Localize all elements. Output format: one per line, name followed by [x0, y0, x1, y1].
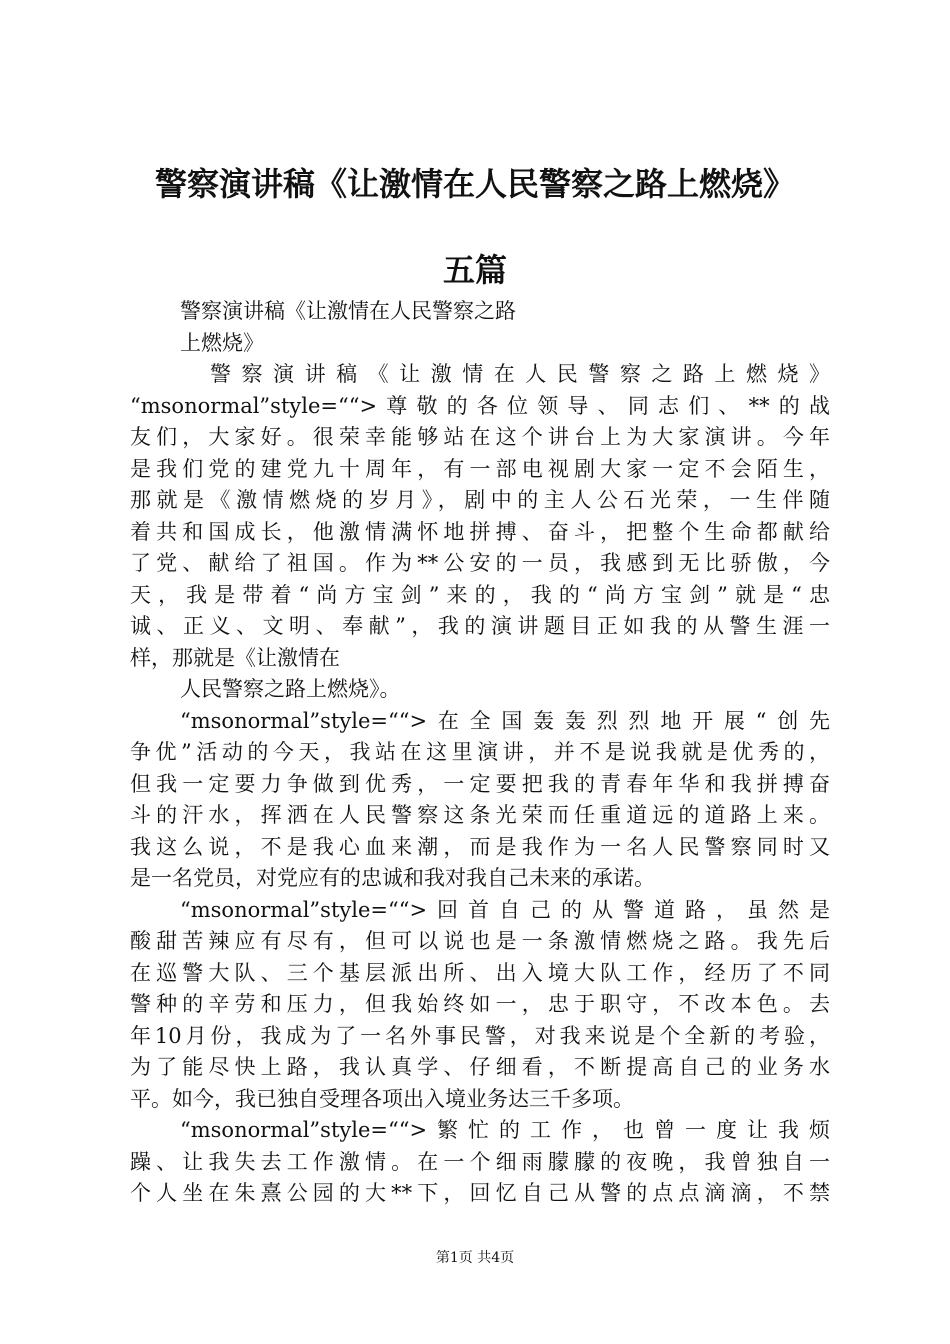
document-title-line-2: 五篇 [442, 251, 507, 289]
body-line: 友们，大家好。很荣幸能够站在这个讲台上为大家演讲。今年 [130, 425, 830, 449]
body-line: 天，我是带着“尚方宝剑”来的，我的“尚方宝剑”就是“忠 [130, 582, 830, 607]
body-line: 平。如今，我已独自受理各项出入境业务达三千多项。 [130, 1086, 634, 1111]
body-line: 上燃烧》 [180, 330, 264, 355]
body-line: 躁、让我失去工作激情。在一个细雨朦朦的夜晚，我曾独自一 [130, 1149, 830, 1174]
body-line: 样，那就是《让激情在 [130, 645, 340, 670]
body-line: 人民警察之路上燃烧》。 [180, 677, 401, 701]
body-line: 那就是《激情燃烧的岁月》，剧中的主人公石光荣，一生伴随 [130, 488, 830, 512]
page-number-footer: 第1页 共4页 [435, 1250, 515, 1266]
body-line: “msonormal”style=““>尊敬的各位领导、同志们、**的战 [130, 393, 830, 418]
body-line: 个人坐在朱熹公园的大**下，回忆自己从警的点点滴滴，不禁 [130, 1181, 830, 1205]
body-line: 了党、献给了祖国。作为**公安的一员，我感到无比骄傲，今 [130, 551, 830, 575]
body-line: 我这么说，不是我心血来潮，而是我作为一名人民警察同时又 [130, 834, 830, 859]
body-line: 酸甜苦辣应有尽有，但可以说也是一条激情燃烧之路。我先后 [130, 929, 830, 953]
body-line: 在巡警大队、三个基层派出所、出入境大队工作，经历了不同 [130, 960, 830, 985]
body-line: 年10月份，我成为了一名外事民警，对我来说是个全新的考验， [130, 1023, 830, 1048]
body-line: 斗的汗水，挥洒在人民警察这条光荣而任重道远的道路上来。 [130, 803, 830, 827]
body-line: 是我们党的建党九十周年，有一部电视剧大家一定不会陌生， [130, 456, 830, 481]
body-line: 是一名党员，对党应有的忠诚和我对我自己未来的承诺。 [130, 866, 655, 890]
body-line: “msonormal”style=““>在全国轰轰烈烈地开展“创先 [180, 708, 830, 733]
body-line: 诚、正义、文明、奉献”，我的演讲题目正如我的从警生涯一 [130, 614, 830, 638]
body-line: “msonormal”style=““>回首自己的从警道路，虽然是 [180, 897, 830, 922]
body-line: “msonormal”style=““>繁忙的工作，也曾一度让我烦 [180, 1118, 830, 1142]
body-line: 警种的辛劳和压力，但我始终如一，忠于职守，不改本色。去 [130, 992, 830, 1016]
body-line: 为了能尽快上路，我认真学、仔细看，不断提高自己的业务水 [130, 1055, 830, 1079]
document-body [130, 296, 830, 1210]
document-title-line-1: 警察演讲稿《让激情在人民警察之路上燃烧》 [154, 165, 795, 203]
body-line: 着共和国成长，他激情满怀地拼搏、奋斗，把整个生命都献给 [130, 519, 830, 544]
body-line: 警察演讲稿《让激情在人民警察之路上燃烧》 [210, 362, 830, 386]
body-line: 警察演讲稿《让激情在人民警察之路 [180, 299, 516, 323]
body-line: 争优”活动的今天，我站在这里演讲，并不是说我就是优秀的， [130, 740, 830, 764]
body-line: 但我一定要力争做到优秀，一定要把我的青春年华和我拼搏奋 [130, 771, 830, 796]
